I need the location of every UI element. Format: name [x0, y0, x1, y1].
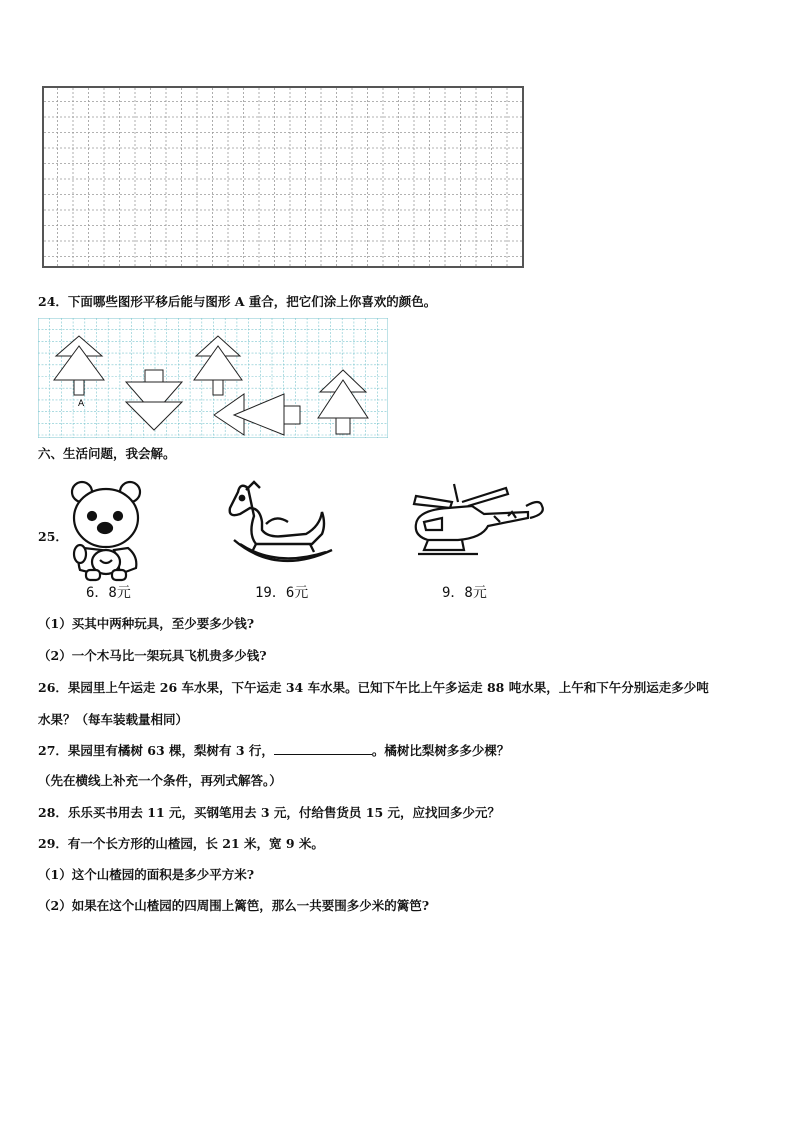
q29-sub1: （1）这个山楂园的面积是多少平方米?	[38, 867, 255, 882]
rocking-horse-image	[226, 478, 336, 570]
q27-suffix: 。橘树比梨树多多少棵？	[371, 743, 510, 758]
q29-text: 29．有一个长方形的山楂园，长 21 米，宽 9 米。	[38, 836, 324, 851]
helicopter-price: 9．8元	[442, 585, 487, 601]
answer-grid	[42, 86, 524, 268]
q28-text: 28．乐乐买书用去 11 元，买钢笔用去 3 元，付给售货员 15 元，应找回多少元？	[38, 805, 500, 820]
helicopter-image	[408, 478, 554, 562]
q27-answer-blank[interactable]	[274, 742, 372, 755]
q26-line2: 水果？（每车装载量相同）	[38, 712, 189, 727]
translation-grid	[38, 318, 388, 438]
answer-grid-box	[42, 86, 524, 268]
q27-text	[38, 741, 509, 759]
q27-prefix: 27．果园里有橘树 63 棵，梨树有 3 行，	[38, 743, 274, 758]
section-6-title: 六、生活问题，我会解。	[38, 446, 176, 461]
bear-price: 6．8元	[86, 585, 131, 601]
q25-sub2: （2）一个木马比一架玩具飞机贵多少钱?	[38, 648, 267, 663]
teddy-bear-image	[66, 478, 152, 582]
q24-text: 24．下面哪些图形平移后能与图形 A 重合，把它们涂上你喜欢的颜色。	[38, 294, 437, 309]
q24-figure	[38, 318, 388, 438]
horse-price: 19．6元	[255, 585, 309, 601]
q29-sub2: （2）如果在这个山楂园的四周围上篱笆，那么一共要围多少米的篱笆?	[38, 898, 430, 913]
q25-sub1: （1）买其中两种玩具，至少要多少钱?	[38, 616, 255, 631]
figure-a-label: A	[78, 399, 85, 409]
q25-number: 25．	[38, 529, 68, 544]
q27-note: （先在横线上补充一个条件，再列式解答。）	[38, 773, 282, 788]
q26-line1: 26．果园里上午运走 26 车水果，下午运走 34 车水果。已知下午比上午多运走 88 吨水果，上午和下午分别运走多少吨	[38, 680, 709, 695]
